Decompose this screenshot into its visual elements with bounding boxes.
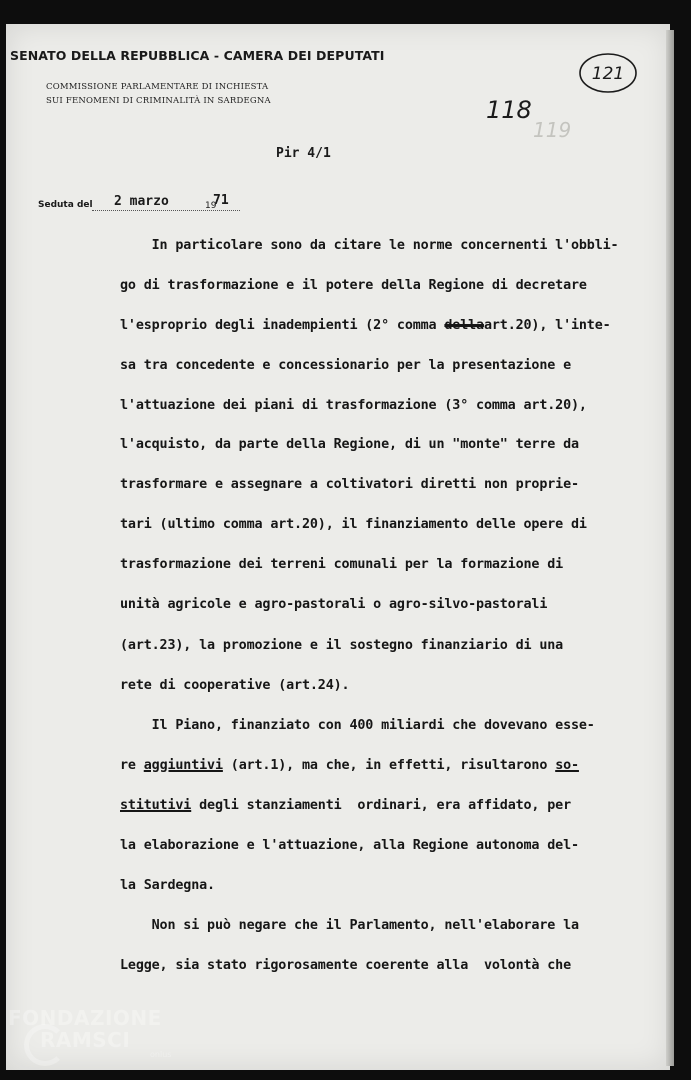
institution-heading: SENATO DELLA REPUBBLICA - CAMERA DEI DEPUTATI (10, 48, 385, 63)
circled-page-number: 121 (591, 64, 625, 84)
body-line: (art.23), la promozione e il sostegno finanziario di una (120, 638, 564, 653)
document-page (6, 24, 670, 1070)
seduta-date: 2 marzo (114, 194, 169, 209)
body-line: rete di cooperative (art.24). (120, 678, 350, 693)
handwritten-page-number: 118 (486, 96, 532, 124)
seduta-year-prefix: 19 (205, 201, 217, 211)
commission-line-1: COMMISSIONE PARLAMENTARE DI INCHIESTA (46, 82, 269, 92)
body-line: l'attuazione dei piani di trasformazione (3° comma art.20), (120, 398, 587, 413)
body-line: unità agricole e agro-pastorali o agro-silvo-pastorali (120, 597, 548, 612)
body-line: la elaborazione e l'attuazione, alla Regione autonoma del- (120, 838, 579, 853)
body-line: sa tra concedente e concessionario per la presentazione e (120, 358, 571, 373)
body-line: tari (ultimo comma art.20), il finanziamento delle opere di (120, 517, 587, 532)
body-line: Il Piano, finanziato con 400 miliardi che dovevano esse- (120, 718, 595, 733)
struck-word: della (444, 318, 484, 333)
seduta-label: Seduta del (38, 200, 93, 210)
body-line: Legge, sia stato rigorosamente coerente alla volontà che (120, 958, 571, 973)
body-line: l'esproprio degli inadempienti (2° comma dellaart.20), l'inte- (120, 318, 611, 333)
body-line: go di trasformazione e il potere della Regione di decretare (120, 278, 587, 293)
body-line: la Sardegna. (120, 878, 215, 893)
body-line: stitutivi degli stanziamenti ordinari, era affidato, per (120, 798, 571, 813)
body-line: re aggiuntivi (art.1), ma che, in effetti, risultarono so- (120, 758, 579, 773)
seduta-year: 71 (213, 193, 229, 208)
body-line: Non si può negare che il Parlamento, nell'elaborare la (120, 918, 579, 933)
underlined-word: so- (555, 758, 579, 773)
watermark-ramsci: RAMSCI (40, 1028, 131, 1052)
body-line: In particolare sono da citare le norme concernenti l'obbli- (120, 238, 619, 253)
faded-page-number: 119 (533, 118, 572, 142)
underlined-word: stitutivi (120, 798, 192, 813)
circled-page-number-stamp (578, 52, 640, 94)
page-edge (666, 30, 674, 1066)
seduta-dotted-line (92, 210, 240, 211)
body-line: l'acquisto, da parte della Regione, di un "monte" terre da (120, 437, 579, 452)
underlined-word: aggiuntivi (143, 758, 223, 773)
body-line: trasformare e assegnare a coltivatori diretti non proprie- (120, 477, 579, 492)
body-line: trasformazione dei terreni comunali per la formazione di (120, 557, 564, 572)
document-reference: Pir 4/1 (276, 146, 331, 161)
watermark-fondazione: FONDAZIONE (8, 1006, 162, 1030)
commission-line-2: SUI FENOMENI DI CRIMINALITÀ IN SARDEGNA (46, 96, 271, 106)
watermark-onlus: onlus (150, 1050, 172, 1059)
